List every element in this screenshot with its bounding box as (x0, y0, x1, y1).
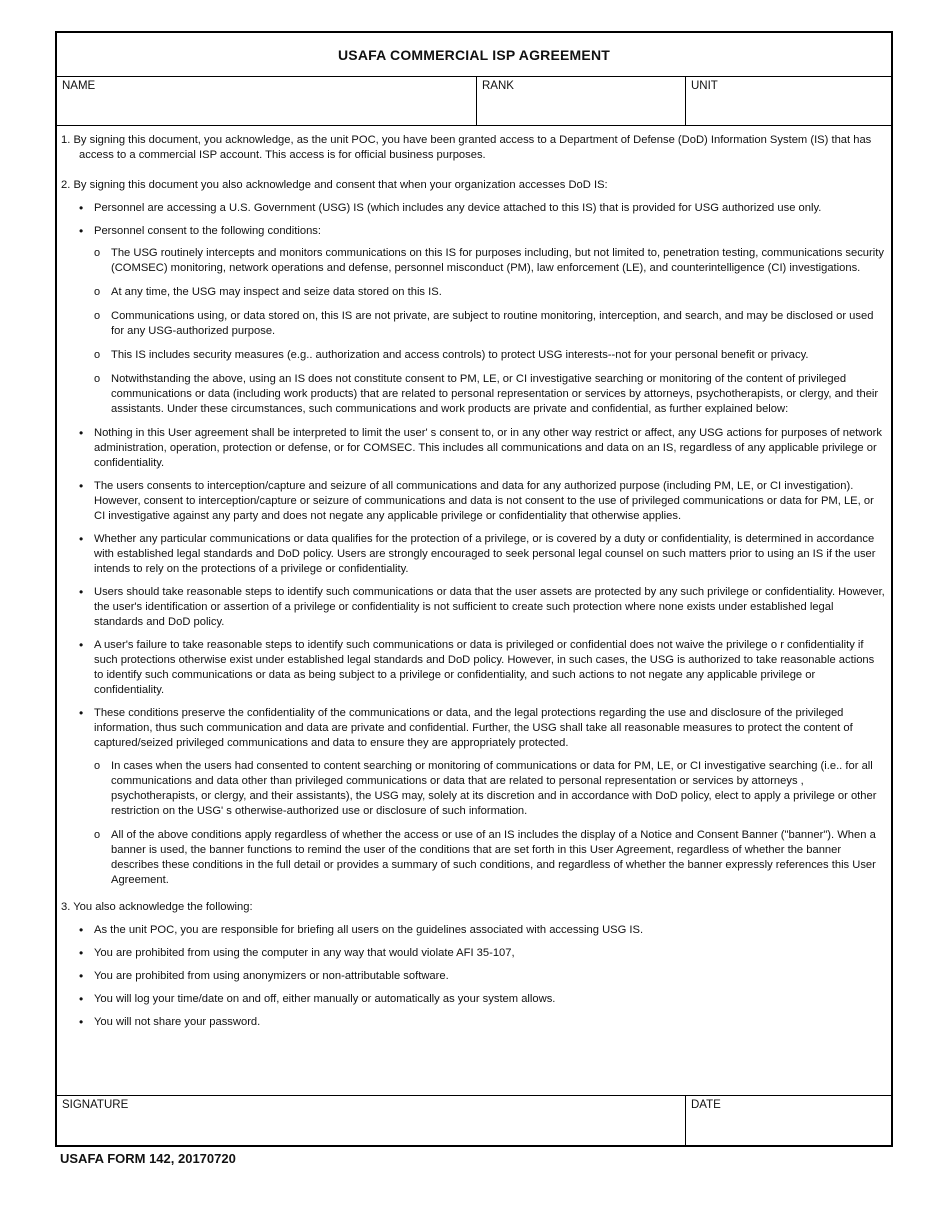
sub-list-item: o Communications using, or data stored on, this IS are not private, are subject to routine monitoring, interception, and search, and may be disclosed or used for any USG-authorized purpose. (94, 309, 885, 339)
paragraph-2: 2. By signing this document you also acknowledge and consent that when your organization accesses DoD IS: (61, 179, 608, 191)
paragraph-3: 3. You also acknowledge the following: (61, 901, 253, 913)
paragraph-1: 1. By signing this document, you acknowledge, as the unit POC, you have been granted access to a Department of Defense (DoD) Information System (IS) that has access to a commercial ISP account. This access is for official business purposes. (61, 134, 872, 161)
sub-list-item: o The USG routinely intercepts and monitors communications on this IS for purposes including, but not limited to, penetration testing, communications security (COMSEC) monitoring, network operations and defense, personnel misconduct (PM), law enforcement (LE), and counterintelligence (CI) investigations. (94, 246, 885, 276)
rank-field[interactable] (477, 77, 686, 125)
list-item: • You will not share your password. (61, 1015, 885, 1030)
signature-field[interactable] (57, 1096, 686, 1145)
agreement-body (57, 126, 891, 1030)
acknowledgement-list (61, 923, 885, 1030)
consent-list (61, 201, 885, 751)
list-item: • You are prohibited from using anonymizers or non-attributable software. (61, 969, 885, 984)
privilege-list (94, 759, 885, 888)
sub-list-item: o All of the above conditions apply regardless of whether the access or use of an IS includes the display of a Notice and Consent Banner ("banner"). When a banner is used, the banner functions to remind the user of the conditions that are set forth in this User Agreement, regardless of whether the banner describes these conditions in the full detail or provides a summary of such conditions, and regardless of whether the banner expressly references this User Agreement. (94, 828, 885, 888)
rank-label: RANK (482, 80, 514, 92)
list-item: • Users should take reasonable steps to identify such communications or data that the user assets are protected by any such privilege or confidentiality. However, the user's identification or assertion of a privilege or confidentiality is not sufficient to create such protection where none exists under established legal standards and DoD policy. (61, 585, 885, 630)
agreement-form (55, 31, 893, 1147)
list-item: • You will log your time/date on and off, either manually or automatically as your system allows. (61, 992, 885, 1007)
date-label: DATE (691, 1099, 721, 1111)
date-field[interactable] (686, 1096, 891, 1145)
signature-label: SIGNATURE (62, 1099, 129, 1111)
unit-field[interactable] (686, 77, 891, 125)
form-number: USAFA FORM 142, 20170720 (60, 1151, 236, 1166)
list-item: • Personnel are accessing a U.S. Government (USG) IS (which includes any device attached to this IS) that is provided for USG authorized use only. (61, 201, 885, 216)
list-item: • The users consents to interception/capture and seizure of all communications and data for any authorized purpose (including PM, LE, or CI investigation). However, consent to interception/capture or seizure of communications and data is not consent to the use of privileged communications or data for PM, LE, or CI investigative against any party and does not negate any applicable privilege or confidentiality that otherwise applies. (61, 479, 885, 524)
list-item: • You are prohibited from using the computer in any way that would violate AFI 35-107, (61, 946, 885, 961)
list-item (61, 224, 885, 417)
form-title: USAFA COMMERCIAL ISP AGREEMENT (57, 33, 891, 77)
list-item-text: Personnel consent to the following conditions: (94, 225, 322, 237)
sub-list-item: o Notwithstanding the above, using an IS does not constitute consent to PM, LE, or CI investigative searching or monitoring of the content of privileged communications or data (including work products) that are related to personal representation or services by attorneys, psychotherapists, or clergy, and their assistants. Under these circumstances, such communications and work products are private and confidential, as further explained below: (94, 372, 885, 417)
name-field[interactable] (57, 77, 477, 125)
sub-list-item: o This IS includes security measures (e.g.. authorization and access controls) to protect USG interests--not for your personal benefit or privacy. (94, 348, 885, 363)
list-item: • Nothing in this User agreement shall be interpreted to limit the user' s consent to, or in any other way restrict or affect, any USG actions for purposes of network administration, operation, protection or defense, or for COMSEC. This includes all communications and data on an IS, regardless of any applicable privilege or confidentiality. (61, 426, 885, 471)
list-item: • As the unit POC, you are responsible for briefing all users on the guidelines associated with accessing USG IS. (61, 923, 885, 938)
list-item: • Whether any particular communications or data qualifies for the protection of a privilege, or is covered by a duty or confidentiality, is determined in accordance with established legal standards and DoD policy. Users are strongly encouraged to seek personal legal counsel on such matters prior to using an IS if the user intends to rely on the protections of a privilege or confidentiality. (61, 532, 885, 577)
list-item: • A user's failure to take reasonable steps to identify such communications or data is privileged or confidential does not waive the privilege o r confidentiality if such protections otherwise exist under established legal standards and DoD policy. However, in such cases, the USG is authorized to take reasonable actions to identify such communications or data as being subject to a privilege or confidentiality, and such actions to not negate any applicable privilege or confidentiality. (61, 638, 885, 698)
name-label: NAME (62, 80, 96, 92)
identity-row (57, 77, 891, 126)
sub-list-item: o At any time, the USG may inspect and seize data stored on this IS. (94, 285, 885, 300)
list-item: • These conditions preserve the confidentiality of the communications or data, and the legal protections regarding the use and disclosure of the privileged information, thus such communication and data are private and confidential. Further, the USG shall take all reasonable measures to protect the content of captured/seized privileged communications and data to ensure they are appropriately protected. (61, 706, 885, 751)
unit-label: UNIT (691, 80, 718, 92)
conditions-list (94, 246, 885, 417)
signature-row (57, 1095, 891, 1145)
sub-list-item: o In cases when the users had consented to content searching or monitoring of communications or data for PM, LE, or CI investigative searching (i.e.. for all communications and data other than privileged communications or data that are related to personal representation or services by attorneys , psychotherapists, or clergy, and their assistants), the USG may, solely at its discretion and in accordance with DoD policy, elect to apply a privilege or other restriction on the USG' s otherwise-authorized use or disclosure of such information. (94, 759, 885, 819)
